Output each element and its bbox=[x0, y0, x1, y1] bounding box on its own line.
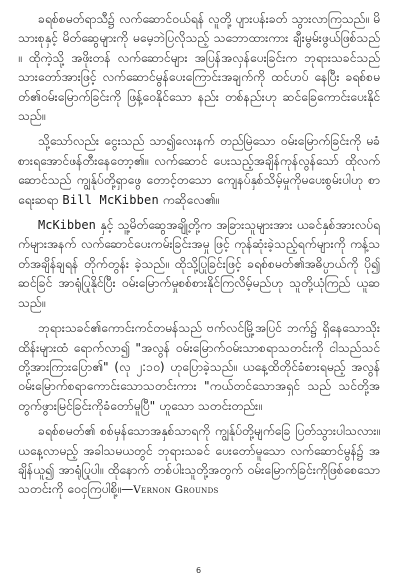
paragraph-3-body: နှင့် သူ့မိတ်ဆွေအချို့တို့က အခြားသူများအား ယခင်နှစ်အားလပ်ရက်များအနက် လက်ဆောင်ပေးကမ်းခြင်းအမှု ဖြင့် ကုန်ဆုံးခဲ့သည့်ရက်များကို ကန့်သတ်အချိန်ချရန် တိုက်တွန်း ခဲ့သည်။ ထိုသို့ပြုခြင်းဖြင့် ခရစ်စမတ်၏အဓိပ္ပာယ်ကို ပို၍ဆင်ခြင် အာရုံပြုနိုင်ပြီး ဝမ်းမြောက်မှုစစ်စားနိုင်ကြလိမ့်မည်ဟု သူတို့ယုံကြည် ယူဆသည်။ bbox=[18, 218, 380, 310]
paragraph-1-text: ခရစ်စမတ်ရာသီ၌ လက်ဆောင်ဝယ်ရန် လူတို့ ပျားပန်းခတ် သွားလာကြသည်။ မိသားစုနှင့် မိတ်ဆွေများကို မမေ့ဘဲပြလိုသည့် သဘောထားကား ချီးမွမ်းဖွယ်ဖြစ်သည်။ ထိုကဲ့သို့ အဖိုးတန် လက်ဆောင်များ အပြန်အလှန်ပေးခြင်းက ဘုရားသခင်သည် သားတော်အားဖြင့် လက်ဆောင်မွန်ပေးကြောင်းအချက်ကို ထင်ဟပ် နေပြီး ခရစ်စမတ်၏ဝမ်းမြောက်ခြင်းကို ဖြန့်ဝေနိုင်သော နည်း တစ်နည်းဟု ဆင်ခြေကောင်းပေးနိုင်သည်။ bbox=[18, 12, 380, 124]
page-number: 6 bbox=[196, 566, 202, 575]
paragraph-4-tail: " ဟူသော သတင်းတည်း။ bbox=[149, 398, 262, 413]
paragraph-5-body: ခရစ်စမတ်၏ စစ်မှန်သောအနှစ်သာရကို ကျွန်ုပ်တို့မျက်ခြေ ပြတ်သွားပါသလား။ ယနေ့လာမည့် အခါသမယတွင် ဘုရားသခင် ပေးတော်မူသော လက်ဆောင်မွန်၌ အချိန်ယူ၍ အာရုံပြုပါ။ ထိုနောက် တစ်ပါးသူတို့အတွက် ဝမ်းမြောက်ခြင်းကိုဖြစ်စေသော သတင်းကို ဝေငှကြပါစို့။— bbox=[18, 424, 380, 497]
author-surname: McKibben bbox=[38, 218, 96, 233]
byline: Vernon Grounds bbox=[133, 484, 219, 497]
scripture-quote-1: အလွန် ဝမ်းမြောက်ဝမ်းသာစရာသတင်းကို ငါသည်သင်တို့အားကြားပြော၏ bbox=[18, 340, 380, 374]
paragraph-3 bbox=[18, 216, 380, 313]
paragraph-2-lead: သို့သော်လည်း ငွေးသည် သာ၍လေးနက် တည်မြဲသော ဝမ်းမြောက်ခြင်းကို မခံစားရအောင်ဖန်တီးနေတော့၏။ လက်ဆောင် ပေးသည့်အချိန်ကုန်လွန်သော် ထိုလက်ဆောင်သည် ကျွန်ုပ်တို့ရှာဖွေ တောင့်တသော ကျေနပ်နှစ်သိမ့်မှုကိုမပေးစွမ်းပါဟု စာရေးဆရာ bbox=[18, 134, 380, 207]
paragraph-4-mid: " (လု ၂:၁၀) ဟုပြောခဲ့သည်။ ယနေ့ထိတိုင်ခံစားရမည့် အလွန် ဝမ်းမြောက်စရာကောင်းသောသတင်းကား " bbox=[18, 359, 380, 394]
scripture-quote-2: ကယ်တင်သောအရှင် သည် သင်တို့အတွက်ဖွားမြင်ခြင်းကိုခံတော်မူပြီ bbox=[18, 379, 380, 413]
author-name: Bill McKibben bbox=[62, 192, 159, 207]
paragraph-4-lead: ဘုရားသခင်၏ကောင်းကင်တမန်သည် ဗက်လင်မြို့အပြင် ဘက်၌ ရှိနေသောသိုးထိန်းများထံ ရောက်လာ၍ " bbox=[18, 321, 380, 355]
paragraph-2 bbox=[18, 132, 380, 210]
paragraph-4 bbox=[18, 319, 380, 416]
article-page bbox=[18, 10, 380, 562]
paragraph-2-tail: ကဆိုလေ၏။ bbox=[158, 192, 220, 207]
paragraph-5 bbox=[18, 422, 380, 501]
paragraph-1 bbox=[18, 10, 380, 126]
